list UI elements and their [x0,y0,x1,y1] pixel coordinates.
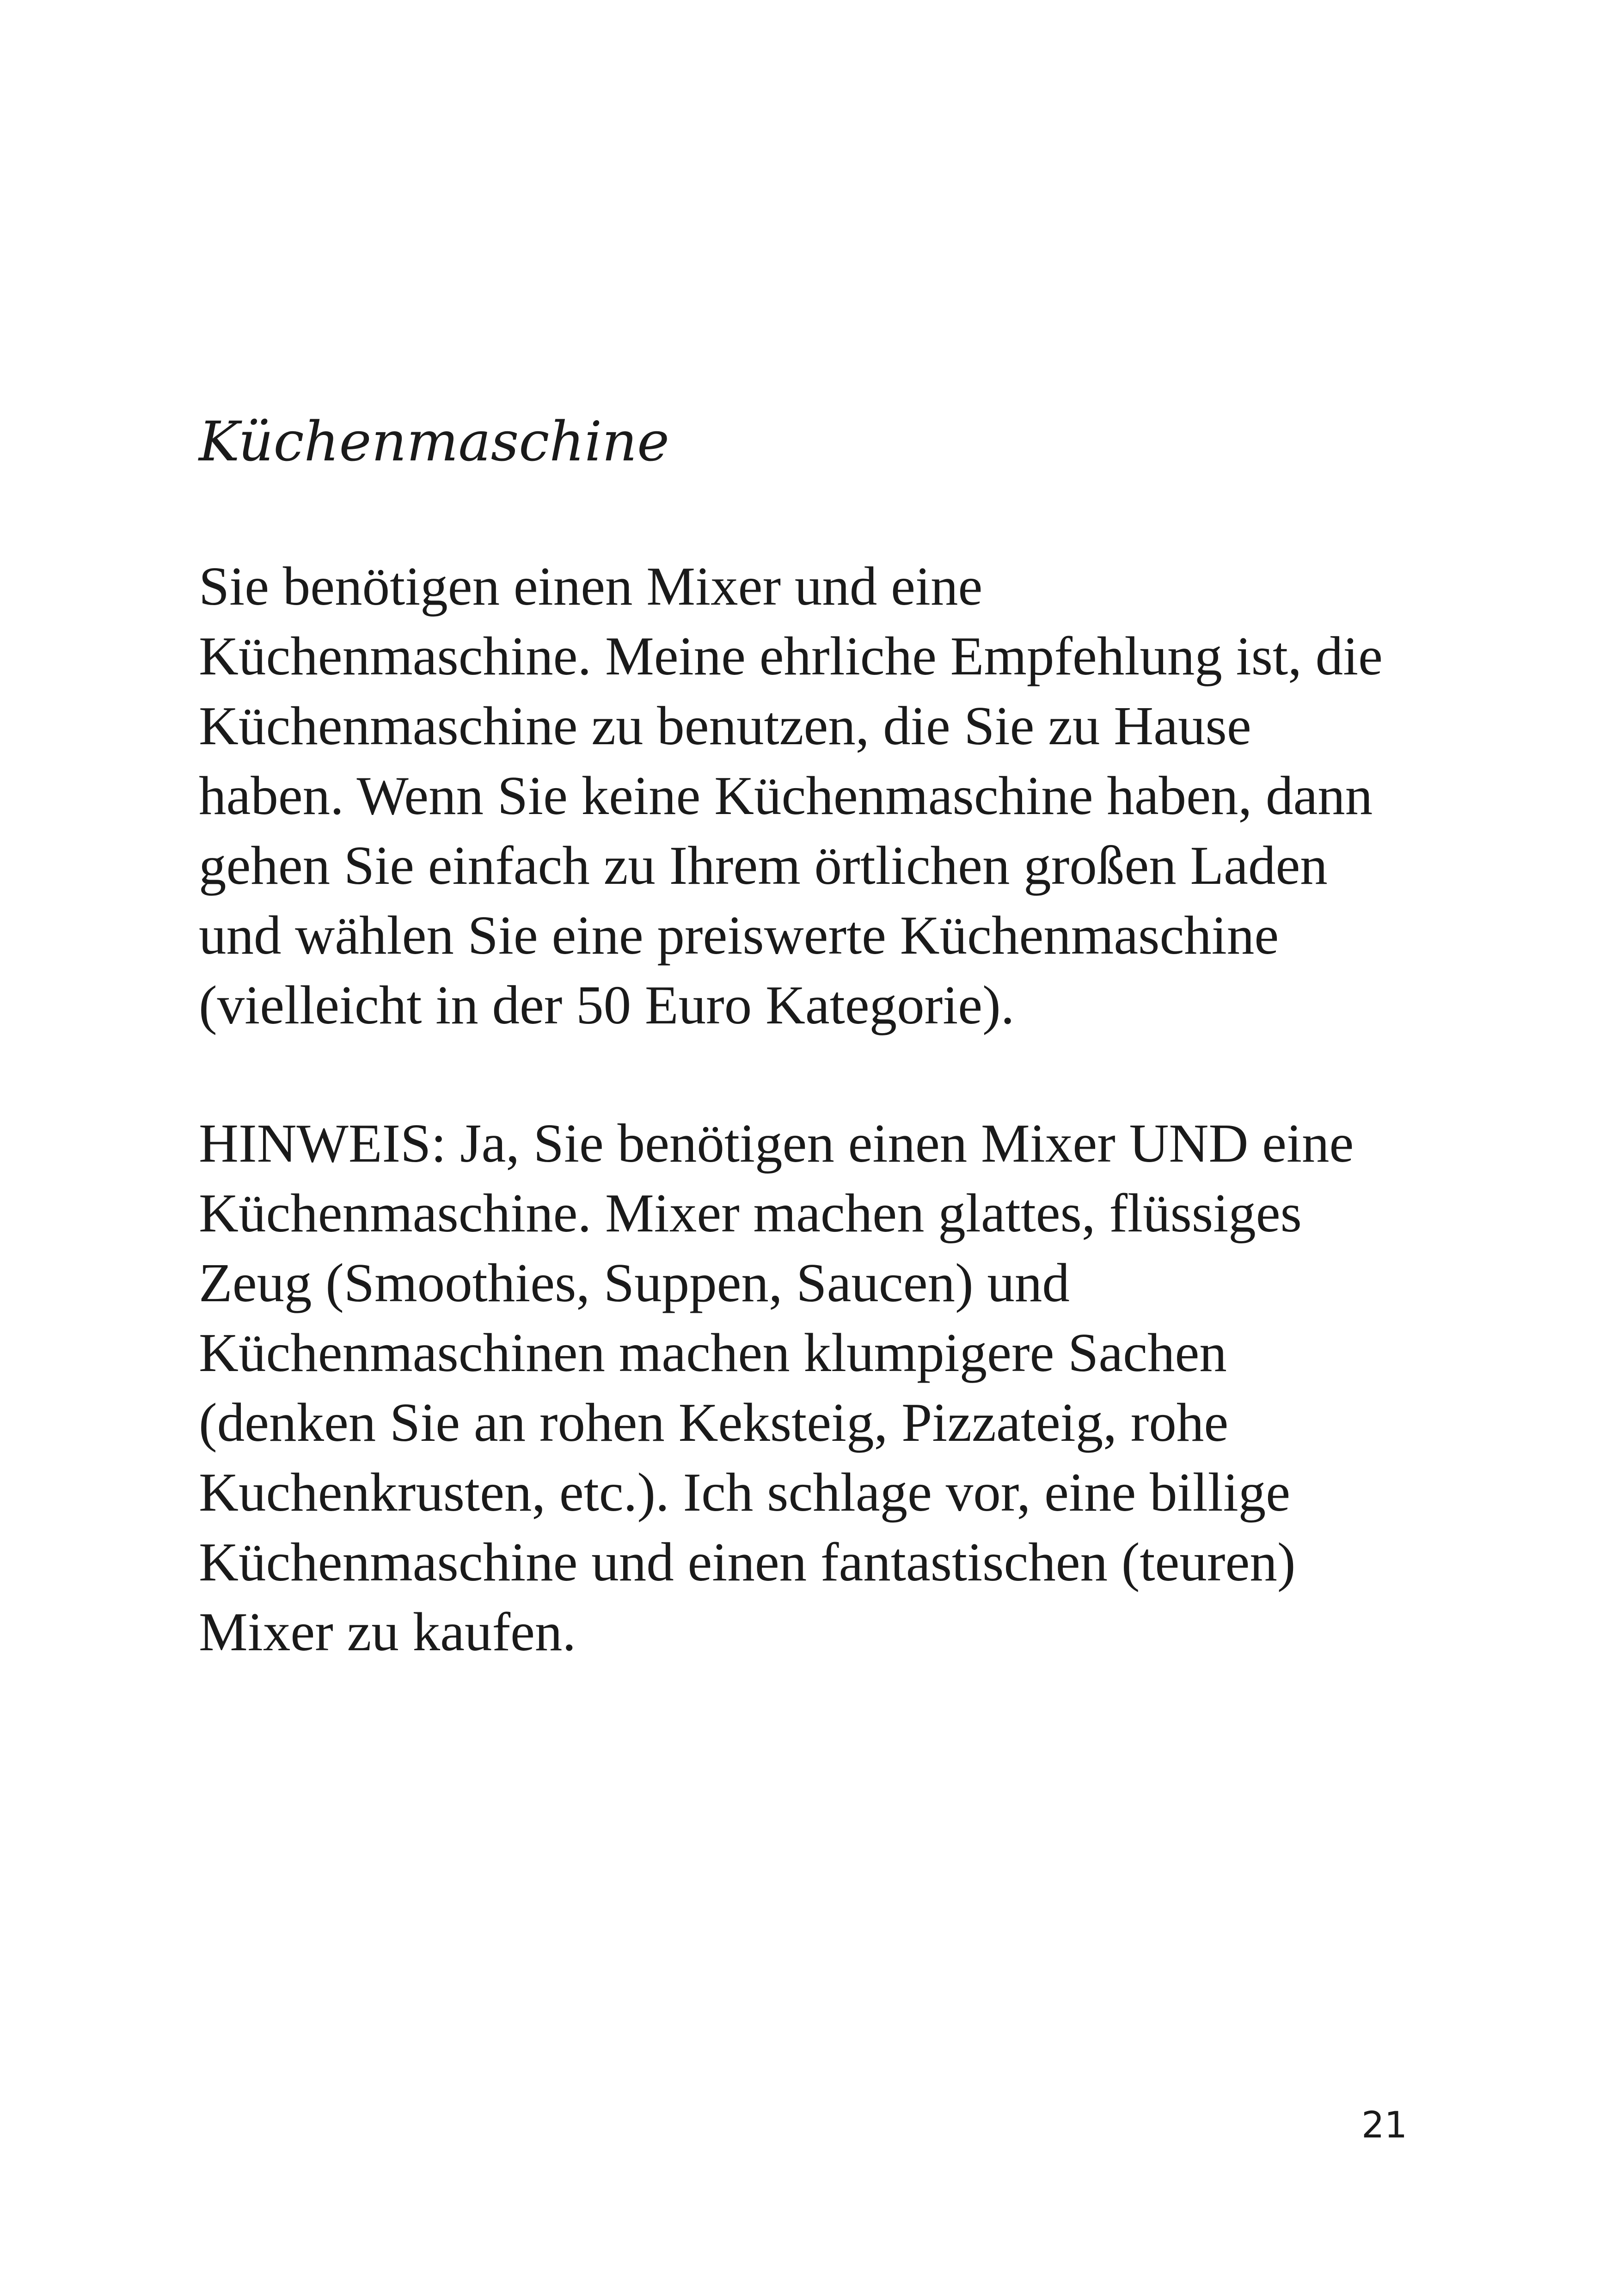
paragraph-intro [199,551,1383,1040]
text-line: Küchenmaschine. Mixer machen glattes, flüssiges [199,1182,1302,1243]
text-line: (vielleicht in der 50 Euro Kategorie). [199,974,1015,1035]
text-line: gehen Sie einfach zu Ihrem örtlichen großen Laden [199,835,1328,896]
section-heading: Küchenmaschine [199,410,669,473]
text-line: (denken Sie an rohen Keksteig, Pizzateig, rohe [199,1392,1229,1453]
text-line: Kuchenkrusten, etc.). Ich schlage vor, eine billige [199,1462,1291,1523]
text-line: Mixer zu kaufen. [199,1601,576,1662]
text-line: Zeug (Smoothies, Suppen, Saucen) und [199,1252,1070,1313]
text-line: und wählen Sie eine preiswerte Küchenmaschine [199,905,1279,966]
page-number: 21 [1361,2105,1408,2146]
text-line: Küchenmaschinen machen klumpigere Sachen [199,1322,1227,1383]
text-line: Küchenmaschine und einen fantastischen (teuren) [199,1531,1296,1592]
text-line: HINWEIS: Ja, Sie benötigen einen Mixer UND eine [199,1113,1354,1174]
text-line: haben. Wenn Sie keine Küchenmaschine haben, dann [199,765,1373,826]
text-line: Küchenmaschine zu benutzen, die Sie zu Hause [199,695,1251,756]
text-line: Küchenmaschine. Meine ehrliche Empfehlung ist, die [199,625,1383,686]
text-line: Sie benötigen einen Mixer und eine [199,556,983,617]
paragraph-note [199,1108,1354,1667]
